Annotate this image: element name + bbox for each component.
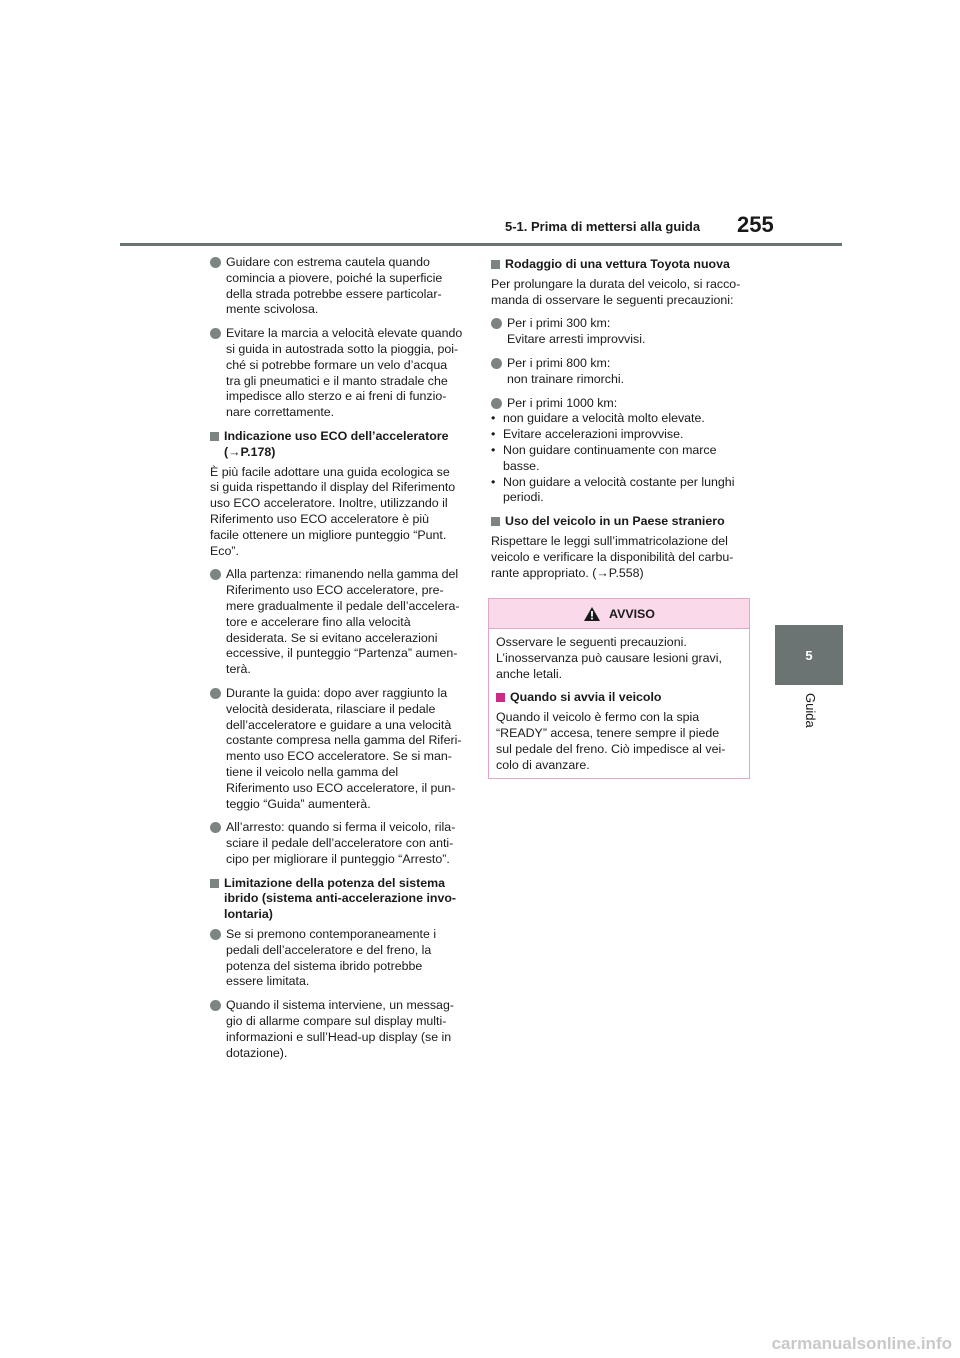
text-line: potenza del sistema ibrido potrebbe — [226, 958, 423, 973]
page-header-title: 5-1. Prima di mettersi alla guida — [505, 219, 701, 234]
section-heading: Uso del veicolo in un Paese straniero — [491, 514, 751, 530]
text-line: eccessive, il punteggio “Partenza” aumen- — [226, 646, 458, 661]
text-line: ché si potrebbe formare un velo d’acqua — [226, 357, 448, 372]
text-line: dotazione). — [226, 1045, 288, 1060]
warning-heading: Quando si avvia il veicolo — [496, 690, 742, 706]
bullet-item — [210, 686, 470, 812]
bullet-dot-icon — [210, 929, 221, 940]
text-line: della strada potrebbe essere particolar- — [226, 286, 442, 301]
sub-list-item — [491, 443, 751, 475]
text-line: sciare il pedale dell’acceleratore con anti- — [226, 836, 454, 851]
bullet-dot-icon — [491, 398, 502, 409]
sub-list — [491, 411, 751, 506]
section-heading: Rodaggio di una vettura Toyota nuova — [491, 257, 751, 273]
text-line: L’inosservanza può causare lesioni gravi, — [496, 650, 722, 665]
paragraph — [491, 277, 751, 309]
text-line: ibrido (sistema anti-accelerazione invo- — [224, 891, 457, 906]
dot-marker-icon: • — [491, 474, 496, 489]
text-line: velocità desiderata, rilasciare il pedale — [226, 701, 436, 716]
text-line: Eco”. — [210, 543, 239, 558]
text-line: mente scivolosa. — [226, 302, 319, 317]
bullet-dot-icon — [210, 1000, 221, 1011]
text-line: basse. — [503, 458, 540, 473]
text-line: periodi. — [503, 490, 544, 505]
watermark: carmanualsonline.info — [771, 1334, 952, 1353]
text-line: gio di allarme compare sul display multi- — [226, 1014, 447, 1029]
bullet-item — [210, 820, 470, 867]
text-line: veicolo e verificare la disponibilità del carbu- — [491, 549, 734, 564]
text-line: Per i primi 800 km: — [507, 355, 611, 370]
text-line: essere limitata. — [226, 974, 310, 989]
text-line: Per prolungare la durata del veicolo, si racco- — [491, 276, 741, 291]
bullet-item: Per i primi 1000 km: — [491, 396, 751, 412]
chapter-tab[interactable]: 5 — [775, 625, 843, 685]
text-line: Evitare la marcia a velocità elevate quando — [226, 326, 463, 341]
text-line: nare correttamente. — [226, 405, 335, 420]
text-line: Evitare accelerazioni improvvise. — [503, 427, 684, 442]
dot-marker-icon: • — [491, 411, 496, 426]
text-line: facile ottenere un migliore punteggio “Punt. — [210, 527, 447, 542]
sub-list-item — [491, 411, 751, 427]
bullet-item — [491, 316, 751, 348]
text-line: (→P.178) — [224, 444, 276, 459]
text-line: non trainare rimorchi. — [507, 371, 625, 386]
text-line: Indicazione uso ECO dell’acceleratore — [224, 428, 449, 443]
text-line: Non guidare continuamente con marce — [503, 442, 717, 457]
text-line: Limitazione della potenza del sistema — [224, 875, 446, 890]
text-line: All’arresto: quando si ferma il veicolo, rila- — [226, 820, 456, 835]
page-number: 255 — [737, 212, 774, 237]
text-line: si guida rispettando il display del Riferimento — [210, 480, 456, 495]
text-line: Riferimento uso ECO acceleratore, il pun- — [226, 780, 456, 795]
bullet-dot-icon — [491, 318, 502, 329]
text-line: sul pedale del freno. Ciò impedisce al vei- — [496, 741, 726, 756]
bullet-item — [210, 255, 470, 318]
text-line: anche letali. — [496, 666, 563, 681]
bullet-item — [491, 356, 751, 388]
text-line: tiene il veicolo nella gamma del — [226, 764, 399, 779]
text-line: Guidare con estrema cautela quando — [226, 255, 430, 269]
bullet-dot-icon — [491, 358, 502, 369]
text-line: tra gli pneumatici e il manto stradale che — [226, 373, 448, 388]
warning-text — [496, 710, 742, 773]
text-line: colo di avanzare. — [496, 757, 590, 772]
text-line: mento uso ECO acceleratore. Se si man- — [226, 749, 452, 764]
text-line: pedali dell’acceleratore e del freno, la — [226, 942, 432, 957]
bullet-dot-icon — [210, 688, 221, 699]
text-line: lontaria) — [224, 907, 273, 922]
text-line: non guidare a velocità molto elevate. — [503, 411, 705, 426]
text-line: si guida in autostrada sotto la pioggia, poi- — [226, 341, 459, 356]
section-heading — [210, 876, 470, 923]
text-line: uso ECO acceleratore. Inoltre, utilizzando il — [210, 496, 448, 511]
paragraph — [210, 465, 470, 560]
bullet-dot-icon — [210, 257, 221, 268]
text-line: Evitare arresti improvvisi. — [507, 332, 646, 347]
bullet-item — [210, 998, 470, 1061]
text-line: Se si premono contemporaneamente i — [226, 927, 437, 942]
text-line: comincia a piovere, poiché la superficie — [226, 270, 443, 285]
text-line: Durante la guida: dopo aver raggiunto la — [226, 685, 448, 700]
bullet-item — [210, 326, 470, 421]
section-heading — [210, 429, 470, 461]
text-line: dell’acceleratore e guidare a una velocità — [226, 717, 452, 732]
text-line: Alla partenza: rimanendo nella gamma del — [226, 567, 459, 582]
warning-triangle-icon — [583, 606, 601, 622]
sub-list-item — [491, 475, 751, 507]
text-line: rante appropriato. (→P.558) — [491, 565, 644, 580]
text-line: “READY” accesa, tenere sempre il piede — [496, 725, 720, 740]
dot-marker-icon: • — [491, 427, 496, 442]
text-line: Rispettare le leggi sull’immatricolazione del — [491, 533, 728, 548]
square-bullet-icon — [496, 693, 505, 702]
text-line: teggio “Guida” aumenterà. — [226, 796, 371, 811]
text-line: tore e accelerare fino alla velocità — [226, 614, 411, 629]
bullet-dot-icon — [210, 328, 221, 339]
warning-header — [489, 599, 749, 629]
text-line: Quando il sistema interviene, un messag- — [226, 998, 454, 1013]
warning-title: AVVISO — [609, 606, 655, 621]
paragraph — [491, 534, 751, 581]
bullet-dot-icon — [210, 822, 221, 833]
text-line: Non guidare a velocità costante per lunghi — [503, 474, 735, 489]
warning-box — [488, 598, 750, 779]
text-line: È più facile adottare una guida ecologica se — [210, 464, 450, 479]
text-line: impedisce allo sterzo e ai freni di funzio- — [226, 389, 447, 404]
text-line: Quando il veicolo è fermo con la spia — [496, 710, 700, 725]
sub-list-item — [491, 427, 751, 443]
header-rule — [120, 243, 842, 246]
text-line: desiderata. Se si evitano accelerazioni — [226, 630, 438, 645]
bullet-dot-icon — [210, 569, 221, 580]
square-bullet-icon — [210, 432, 219, 441]
bullet-item — [210, 567, 470, 678]
square-bullet-icon — [210, 879, 219, 888]
text-line: informazioni e sull’Head-up display (se in — [226, 1029, 452, 1044]
text-line: Osservare le seguenti precauzioni. — [496, 635, 687, 649]
warning-body — [489, 629, 749, 773]
square-bullet-icon — [491, 260, 500, 269]
text-line: Riferimento uso ECO acceleratore, pre- — [226, 583, 444, 598]
text-line: Riferimento uso ECO acceleratore è più — [210, 511, 430, 526]
dot-marker-icon: • — [491, 442, 496, 457]
left-column — [210, 255, 470, 1069]
text-line: manda di osservare le seguenti precauzioni: — [491, 292, 734, 307]
bullet-item — [210, 927, 470, 990]
square-bullet-icon — [491, 517, 500, 526]
chapter-tab-label: Guida — [803, 693, 818, 728]
text-line: cipo per migliorare il punteggio “Arresto”. — [226, 851, 450, 866]
warning-intro — [496, 635, 742, 682]
text-line: Per i primi 300 km: — [507, 316, 611, 331]
right-column — [491, 255, 751, 589]
text-line: terà. — [226, 662, 251, 677]
text-line: mere gradualmente il pedale dell’accelera- — [226, 598, 460, 613]
text-line: costante compresa nella gamma del Riferi- — [226, 733, 462, 748]
